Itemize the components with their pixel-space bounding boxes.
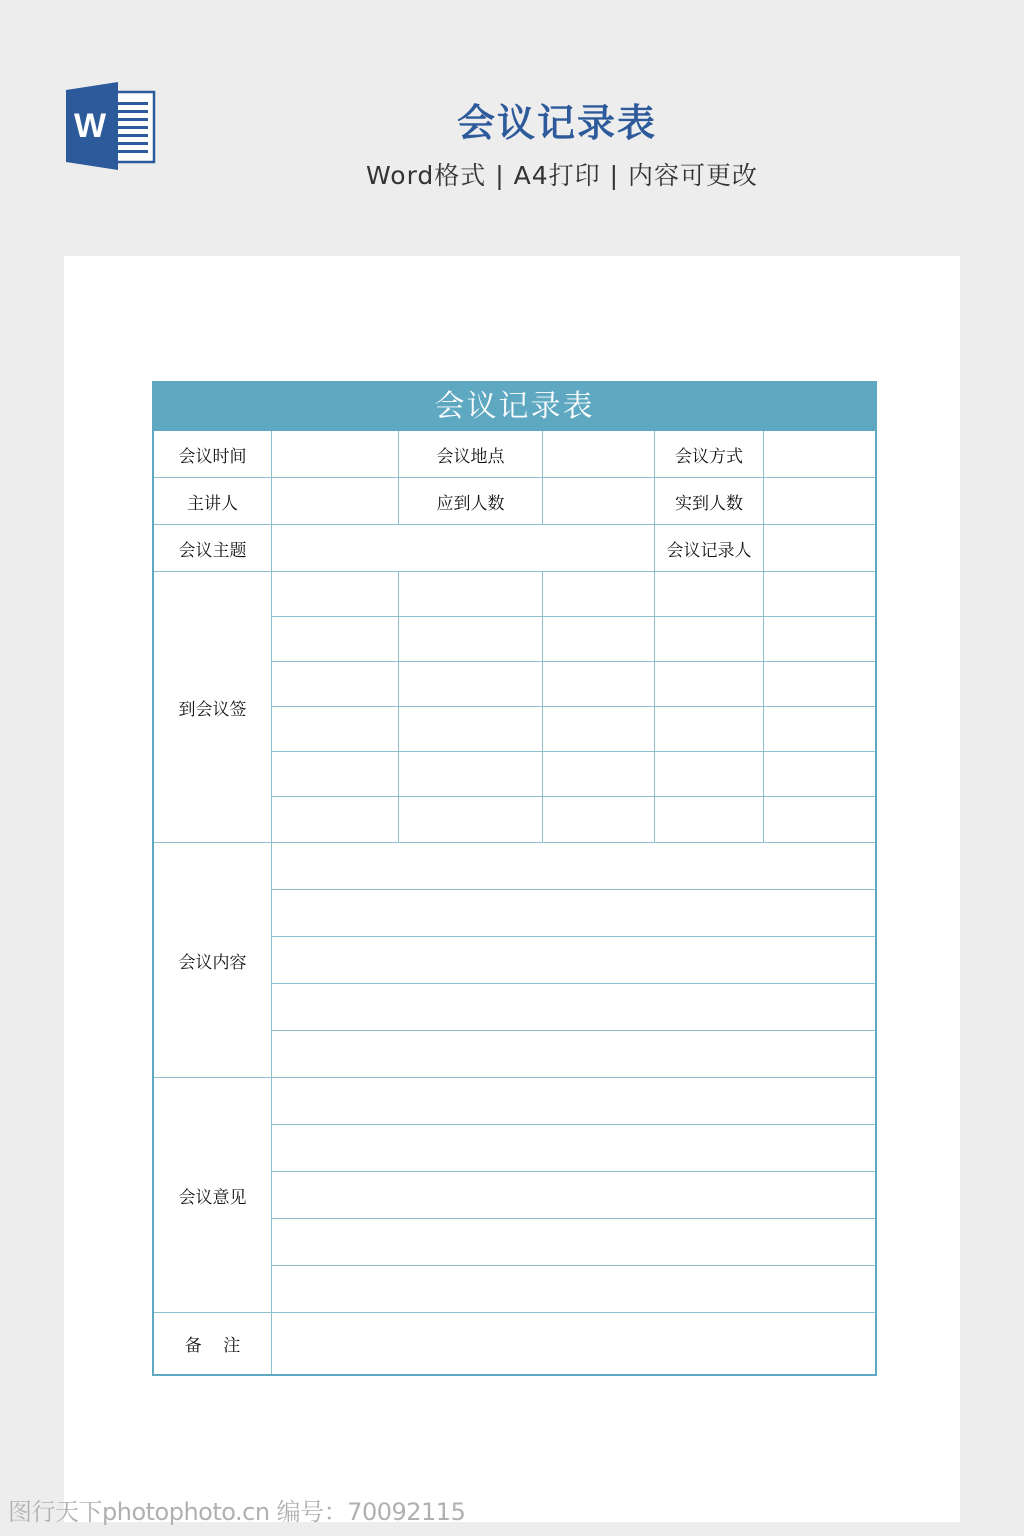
- grid-line: [272, 1030, 875, 1031]
- grid-line: [272, 1218, 875, 1219]
- grid-line: [542, 571, 543, 842]
- label-remarks: 备 注: [184, 1336, 241, 1356]
- label-meeting-place: 会议地点: [436, 446, 505, 467]
- grid-line: [272, 889, 875, 890]
- label-meeting-content: 会议内容: [178, 952, 247, 973]
- grid-line: [272, 751, 875, 752]
- label-meeting-mode: 会议方式: [675, 446, 743, 467]
- logo-letter: W: [73, 107, 107, 145]
- label-meeting-time: 会议时间: [178, 446, 247, 467]
- label-meeting-topic: 会议主题: [178, 540, 247, 561]
- meeting-record-form: [152, 381, 877, 1376]
- grid-line: [272, 936, 875, 937]
- grid-line: [542, 431, 543, 524]
- grid-line: [272, 796, 875, 797]
- grid-line: [763, 431, 764, 842]
- label-actual-attendees: 实到人数: [675, 493, 743, 514]
- label-attendance-sign: 到会议签: [178, 699, 247, 720]
- label-meeting-opinion: 会议意见: [178, 1187, 247, 1208]
- grid-line: [272, 1124, 875, 1125]
- grid-line: [272, 1171, 875, 1172]
- grid-line: [272, 661, 875, 662]
- label-recorder: 会议记录人: [666, 540, 752, 561]
- grid-line: [272, 983, 875, 984]
- label-speaker: 主讲人: [187, 493, 238, 514]
- grid-line: [272, 616, 875, 617]
- banner-title: 会议记录表: [456, 101, 657, 145]
- label-expected-attendees: 应到人数: [436, 493, 505, 514]
- watermark: 图行天下photophoto.cn 编号：70092115: [8, 1498, 466, 1526]
- grid-line: [271, 431, 272, 1374]
- grid-line: [398, 571, 399, 842]
- banner-subtitle: Word格式 | A4打印 | 内容可更改: [366, 161, 758, 190]
- grid-line: [272, 1265, 875, 1266]
- grid-line: [272, 706, 875, 707]
- form-title: 会议记录表: [154, 383, 875, 431]
